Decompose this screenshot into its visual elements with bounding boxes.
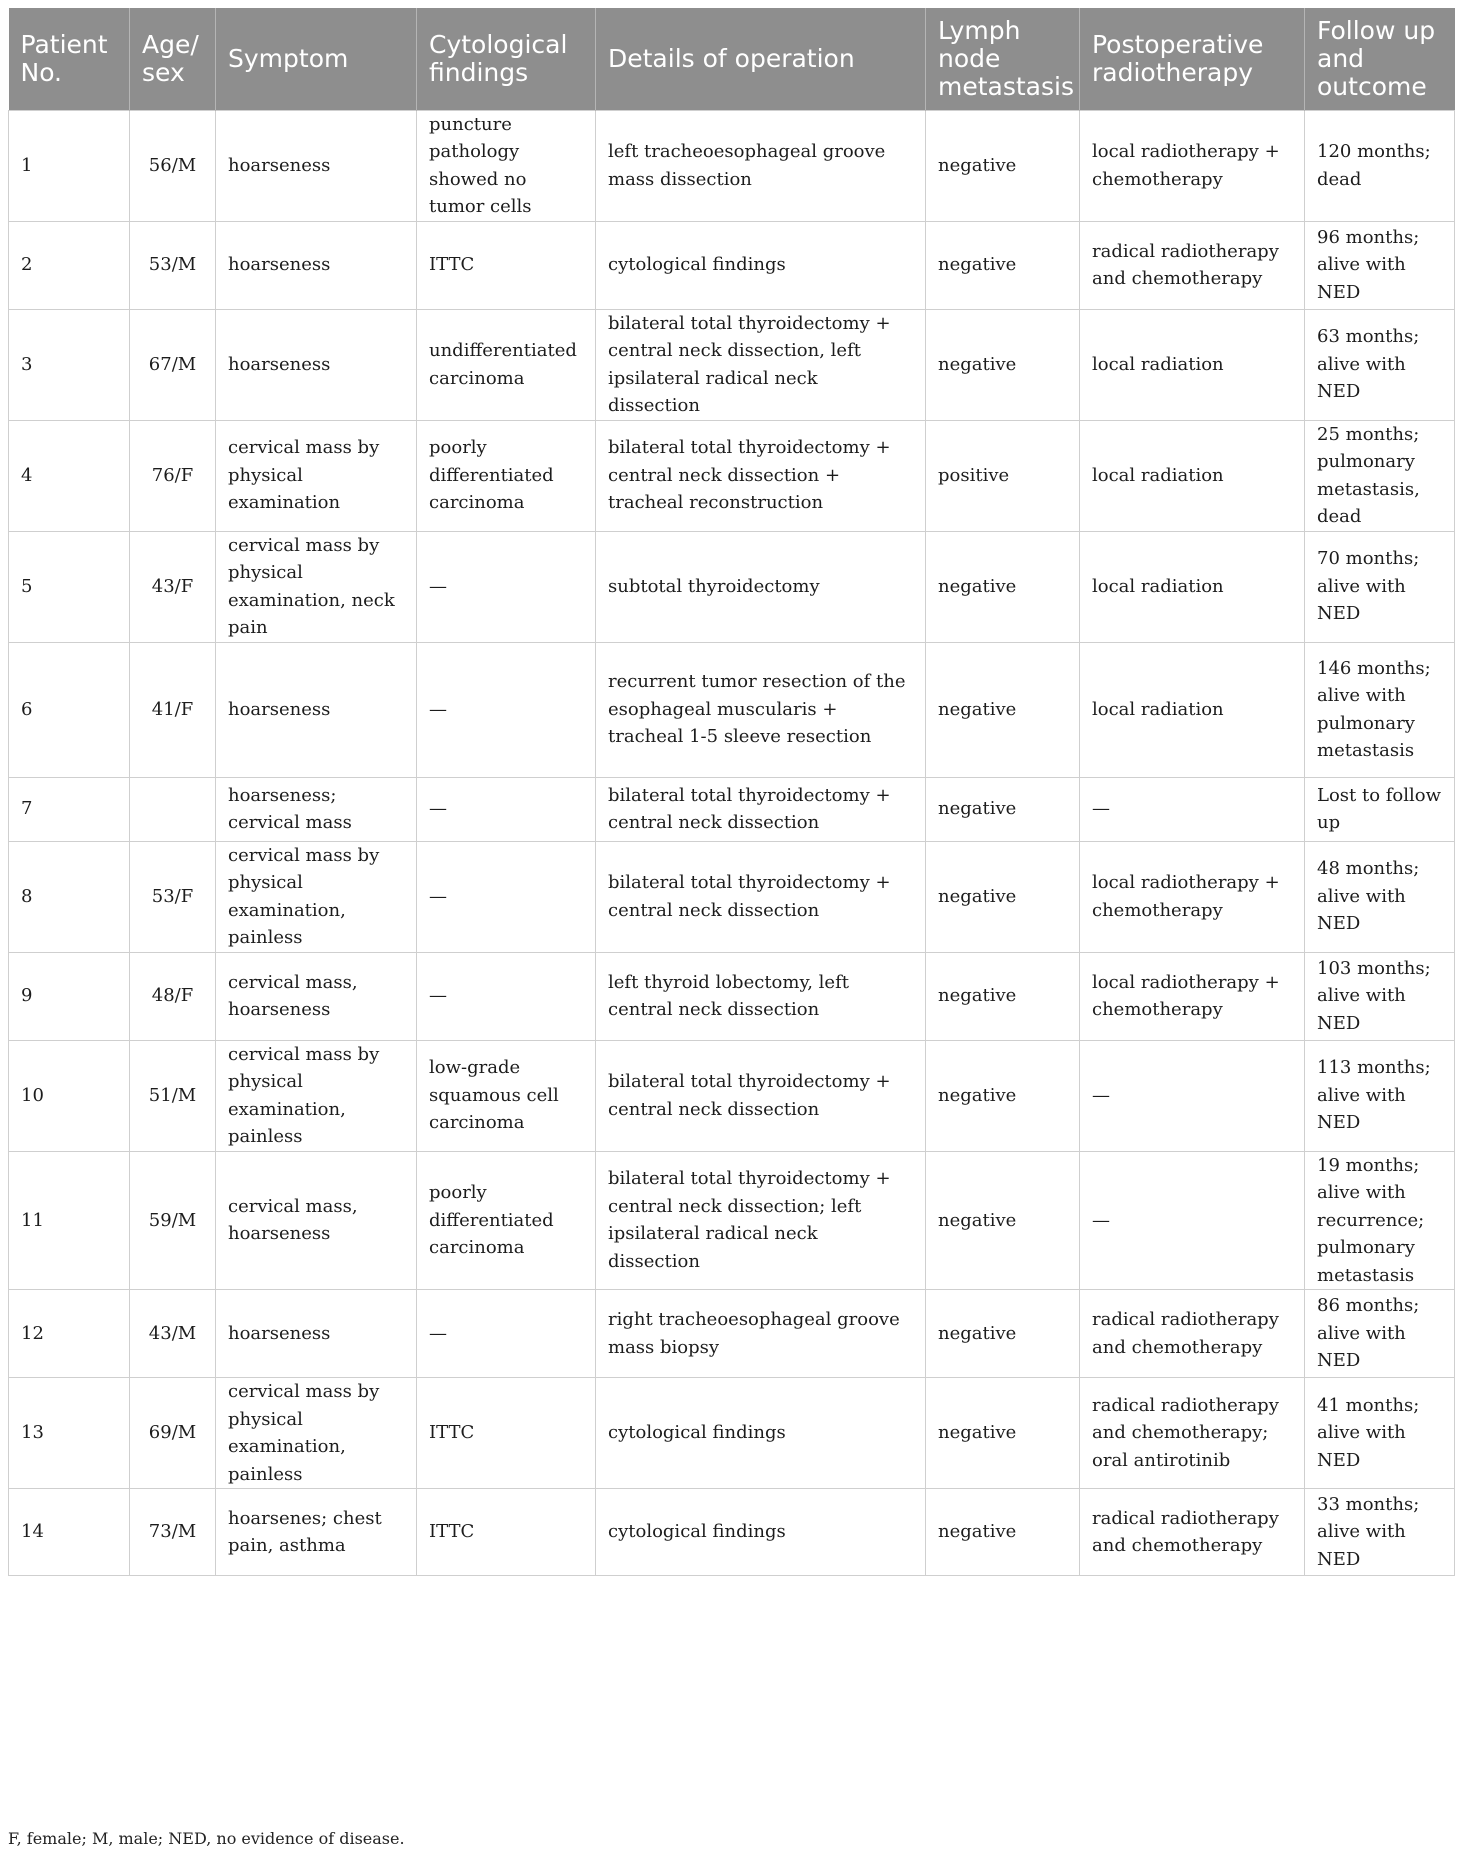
- table-row: [9, 531, 1455, 642]
- header-age-sex: Age/ sex: [130, 8, 216, 110]
- outcome-cell: 25 months; pulmonary metastasis, dead: [1305, 420, 1455, 531]
- patient-table: [8, 8, 1455, 1576]
- lymph-node-cell: negative: [926, 1151, 1080, 1290]
- operation-details-cell: bilateral total thyroidectomy + central neck dissection; left ipsilateral radical neck dissection: [596, 1151, 926, 1290]
- radiotherapy-cell: local radiation: [1080, 420, 1305, 531]
- age-sex-cell: 59/M: [130, 1151, 216, 1290]
- outcome-cell: 41 months; alive with NED: [1305, 1378, 1455, 1489]
- operation-details-cell: left thyroid lobectomy, left central neck dissection: [596, 952, 926, 1040]
- patient-no-cell: 14: [9, 1489, 130, 1576]
- outcome-cell: 103 months; alive with NED: [1305, 952, 1455, 1040]
- outcome-cell: 96 months; alive with NED: [1305, 221, 1455, 309]
- cytological-findings-cell: poorly differentiated carcinoma: [417, 420, 596, 531]
- cytological-findings-cell: low-grade squamous cell carcinoma: [417, 1040, 596, 1151]
- lymph-node-cell: negative: [926, 1489, 1080, 1576]
- lymph-node-cell: negative: [926, 1040, 1080, 1151]
- symptom-cell: cervical mass, hoarseness: [216, 952, 417, 1040]
- age-sex-cell: 56/M: [130, 110, 216, 221]
- age-sex-cell: 69/M: [130, 1378, 216, 1489]
- outcome-cell: 63 months; alive with NED: [1305, 309, 1455, 420]
- symptom-cell: hoarseness: [216, 642, 417, 777]
- header-details-of-operation: Details of operation: [596, 8, 926, 110]
- table-row: [9, 952, 1455, 1040]
- table-row: [9, 642, 1455, 777]
- table-row: [9, 309, 1455, 420]
- cytological-findings-cell: —: [417, 777, 596, 841]
- age-sex-cell: 51/M: [130, 1040, 216, 1151]
- patient-no-cell: 9: [9, 952, 130, 1040]
- header-follow-up: Follow up and outcome: [1305, 8, 1455, 110]
- patient-table-container: [8, 8, 1454, 1576]
- radiotherapy-cell: local radiation: [1080, 309, 1305, 420]
- symptom-cell: cervical mass by physical examination, painless: [216, 1040, 417, 1151]
- symptom-cell: hoarseness; cervical mass: [216, 777, 417, 841]
- cytological-findings-cell: ITTC: [417, 221, 596, 309]
- cytological-findings-cell: —: [417, 1290, 596, 1378]
- table-row: [9, 1151, 1455, 1290]
- lymph-node-cell: negative: [926, 110, 1080, 221]
- cytological-findings-cell: ITTC: [417, 1378, 596, 1489]
- radiotherapy-cell: radical radiotherapy and chemotherapy: [1080, 1290, 1305, 1378]
- lymph-node-cell: negative: [926, 952, 1080, 1040]
- lymph-node-cell: positive: [926, 420, 1080, 531]
- operation-details-cell: bilateral total thyroidectomy + central neck dissection: [596, 777, 926, 841]
- cytological-findings-cell: —: [417, 642, 596, 777]
- lymph-node-cell: negative: [926, 221, 1080, 309]
- symptom-cell: hoarseness: [216, 309, 417, 420]
- patient-no-cell: 5: [9, 531, 130, 642]
- radiotherapy-cell: radical radiotherapy and chemotherapy: [1080, 221, 1305, 309]
- header-cytological-findings: Cytological findings: [417, 8, 596, 110]
- symptom-cell: hoarseness: [216, 110, 417, 221]
- lymph-node-cell: negative: [926, 777, 1080, 841]
- age-sex-cell: 43/M: [130, 1290, 216, 1378]
- outcome-cell: 19 months; alive with recurrence; pulmonary metastasis: [1305, 1151, 1455, 1290]
- operation-details-cell: cytological findings: [596, 221, 926, 309]
- table-row: [9, 1290, 1455, 1378]
- lymph-node-cell: negative: [926, 1378, 1080, 1489]
- symptom-cell: hoarseness: [216, 1290, 417, 1378]
- radiotherapy-cell: local radiation: [1080, 531, 1305, 642]
- outcome-cell: 120 months; dead: [1305, 110, 1455, 221]
- cytological-findings-cell: ITTC: [417, 1489, 596, 1576]
- age-sex-cell: 43/F: [130, 531, 216, 642]
- patient-no-cell: 1: [9, 110, 130, 221]
- table-row: [9, 777, 1455, 841]
- lymph-node-cell: negative: [926, 841, 1080, 952]
- table-row: [9, 221, 1455, 309]
- table-row: [9, 1489, 1455, 1576]
- lymph-node-cell: negative: [926, 309, 1080, 420]
- lymph-node-cell: negative: [926, 1290, 1080, 1378]
- radiotherapy-cell: —: [1080, 1040, 1305, 1151]
- table-row: [9, 841, 1455, 952]
- symptom-cell: hoarsenes; chest pain, asthma: [216, 1489, 417, 1576]
- table-row: [9, 420, 1455, 531]
- age-sex-cell: 67/M: [130, 309, 216, 420]
- table-row: [9, 1040, 1455, 1151]
- lymph-node-cell: negative: [926, 531, 1080, 642]
- symptom-cell: cervical mass, hoarseness: [216, 1151, 417, 1290]
- operation-details-cell: cytological findings: [596, 1489, 926, 1576]
- outcome-cell: Lost to follow up: [1305, 777, 1455, 841]
- lymph-node-cell: negative: [926, 642, 1080, 777]
- operation-details-cell: left tracheoesophageal groove mass dissection: [596, 110, 926, 221]
- radiotherapy-cell: local radiation: [1080, 642, 1305, 777]
- outcome-cell: 86 months; alive with NED: [1305, 1290, 1455, 1378]
- patient-no-cell: 4: [9, 420, 130, 531]
- patient-no-cell: 11: [9, 1151, 130, 1290]
- table-row: [9, 1378, 1455, 1489]
- age-sex-cell: 53/M: [130, 221, 216, 309]
- cytological-findings-cell: —: [417, 952, 596, 1040]
- header-symptom: Symptom: [216, 8, 417, 110]
- outcome-cell: 48 months; alive with NED: [1305, 841, 1455, 952]
- operation-details-cell: bilateral total thyroidectomy + central neck dissection + tracheal reconstruction: [596, 420, 926, 531]
- patient-no-cell: 13: [9, 1378, 130, 1489]
- operation-details-cell: bilateral total thyroidectomy + central neck dissection, left ipsilateral radical neck dissection: [596, 309, 926, 420]
- age-sex-cell: [130, 777, 216, 841]
- table-row: [9, 110, 1455, 221]
- symptom-cell: cervical mass by physical examination, painless: [216, 1378, 417, 1489]
- age-sex-cell: 76/F: [130, 420, 216, 531]
- patient-no-cell: 7: [9, 777, 130, 841]
- cytological-findings-cell: —: [417, 841, 596, 952]
- outcome-cell: 146 months; alive with pulmonary metastasis: [1305, 642, 1455, 777]
- age-sex-cell: 73/M: [130, 1489, 216, 1576]
- symptom-cell: hoarseness: [216, 221, 417, 309]
- operation-details-cell: subtotal thyroidectomy: [596, 531, 926, 642]
- patient-no-cell: 12: [9, 1290, 130, 1378]
- table-body: [9, 110, 1455, 1576]
- outcome-cell: 33 months; alive with NED: [1305, 1489, 1455, 1576]
- radiotherapy-cell: local radiotherapy + chemotherapy: [1080, 952, 1305, 1040]
- header-postoperative-radiotherapy: Postoperative radiotherapy: [1080, 8, 1305, 110]
- radiotherapy-cell: —: [1080, 1151, 1305, 1290]
- patient-no-cell: 10: [9, 1040, 130, 1151]
- header-lymph-node-metastasis: Lymph node metastasis: [926, 8, 1080, 110]
- patient-no-cell: 2: [9, 221, 130, 309]
- age-sex-cell: 41/F: [130, 642, 216, 777]
- header-patient-no: Patient No.: [9, 8, 130, 110]
- age-sex-cell: 48/F: [130, 952, 216, 1040]
- symptom-cell: cervical mass by physical examination, neck pain: [216, 531, 417, 642]
- radiotherapy-cell: local radiotherapy + chemotherapy: [1080, 841, 1305, 952]
- operation-details-cell: bilateral total thyroidectomy + central neck dissection: [596, 1040, 926, 1151]
- age-sex-cell: 53/F: [130, 841, 216, 952]
- symptom-cell: cervical mass by physical examination, painless: [216, 841, 417, 952]
- table-footnote: F, female; M, male; NED, no evidence of disease.: [8, 1829, 405, 1848]
- cytological-findings-cell: —: [417, 531, 596, 642]
- operation-details-cell: cytological findings: [596, 1378, 926, 1489]
- operation-details-cell: recurrent tumor resection of the esophageal muscularis + tracheal 1-5 sleeve resection: [596, 642, 926, 777]
- cytological-findings-cell: poorly differentiated carcinoma: [417, 1151, 596, 1290]
- outcome-cell: 70 months; alive with NED: [1305, 531, 1455, 642]
- radiotherapy-cell: radical radiotherapy and chemotherapy: [1080, 1489, 1305, 1576]
- operation-details-cell: bilateral total thyroidectomy + central neck dissection: [596, 841, 926, 952]
- cytological-findings-cell: puncture pathology showed no tumor cells: [417, 110, 596, 221]
- cytological-findings-cell: undifferentiated carcinoma: [417, 309, 596, 420]
- operation-details-cell: right tracheoesophageal groove mass biopsy: [596, 1290, 926, 1378]
- patient-no-cell: 8: [9, 841, 130, 952]
- radiotherapy-cell: local radiotherapy + chemotherapy: [1080, 110, 1305, 221]
- symptom-cell: cervical mass by physical examination: [216, 420, 417, 531]
- header-row: [9, 8, 1455, 110]
- radiotherapy-cell: radical radiotherapy and chemotherapy; oral antirotinib: [1080, 1378, 1305, 1489]
- patient-no-cell: 3: [9, 309, 130, 420]
- patient-no-cell: 6: [9, 642, 130, 777]
- radiotherapy-cell: —: [1080, 777, 1305, 841]
- outcome-cell: 113 months; alive with NED: [1305, 1040, 1455, 1151]
